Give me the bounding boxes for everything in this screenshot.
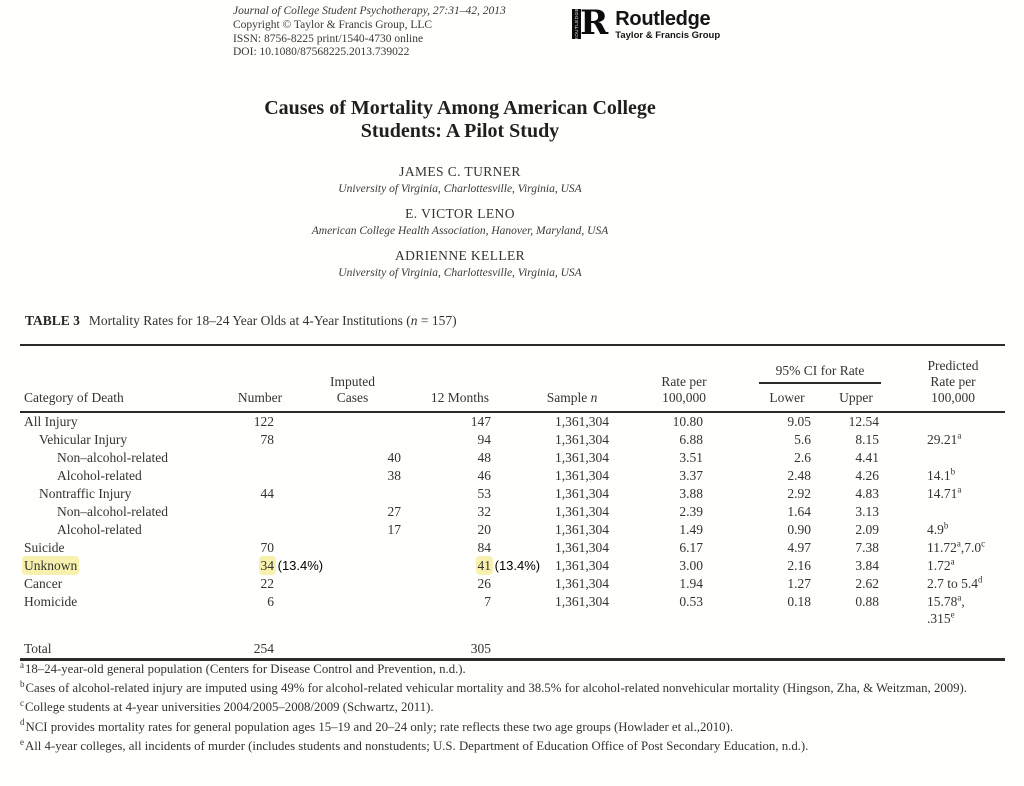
cell-imputed — [290, 593, 415, 627]
cell-number — [230, 557, 324, 575]
cell-months: 94 — [477, 432, 491, 447]
annotation-text: (13.4%) — [491, 558, 541, 573]
routledge-r-icon: R — [580, 3, 609, 43]
cell-months — [415, 557, 541, 575]
cell-rate: 6.88 — [679, 432, 703, 447]
cell-lower: 1.64 — [787, 504, 811, 519]
cell-lower: 0.18 — [787, 594, 811, 609]
highlighted-text: Unknown — [24, 558, 78, 573]
cell-imputed: 27 — [387, 504, 401, 519]
cell-lower: 2.6 — [794, 450, 811, 465]
cell-upper: 3.13 — [855, 504, 880, 519]
cell-months: 48 — [477, 450, 491, 465]
table-row — [20, 521, 1005, 539]
masthead — [233, 5, 506, 60]
cell-lower: 2.48 — [787, 468, 811, 483]
footnote: $^d$NCI provides mortality rates for general population ages 15–19 and 20–24 only; rate reflects these two age groups (Howlader et al.,2010). — [20, 717, 734, 734]
cell-category: Nontraffic Injury — [39, 486, 132, 501]
cell-imputed — [290, 640, 415, 660]
cell-lower: 1.27 — [787, 576, 811, 591]
cell-rate — [615, 640, 725, 660]
routledge-logo — [572, 3, 721, 43]
cell-category: All Injury — [24, 414, 78, 429]
article-title — [0, 97, 920, 143]
cell-imputed — [290, 575, 415, 593]
cell-number: 78 — [260, 432, 274, 447]
cell-predicted — [885, 412, 1005, 431]
cell-upper: 2.09 — [855, 522, 880, 537]
cell-sample: 1,361,304 — [555, 468, 609, 483]
cell-rate: 0.53 — [679, 594, 703, 609]
cell-sample: 1,361,304 — [555, 594, 609, 609]
cell-predicted: 2.7 to 5.4$^d$ — [927, 574, 983, 591]
cell-predicted: 29.21$^a$ — [927, 430, 962, 447]
cell-category: Vehicular Injury — [39, 432, 128, 447]
cell-imputed: 40 — [387, 450, 401, 465]
cell-category: Non–alcohol-related — [57, 504, 168, 519]
spacer-row — [20, 627, 1005, 640]
table-row — [20, 503, 1005, 521]
author-block — [0, 248, 920, 279]
cell-imputed — [290, 485, 415, 503]
col-header-imputed-cases: Imputed Cases — [290, 345, 415, 412]
cell-imputed: 17 — [387, 522, 401, 537]
cell-lower — [725, 640, 815, 660]
routledge-name: Routledge — [615, 8, 711, 30]
cell-upper — [815, 640, 885, 660]
cell-lower: 2.16 — [787, 558, 811, 573]
cell-upper: 7.38 — [855, 540, 880, 555]
footnote: $^c$College students at 4-year universities 2004/2005–2008/2009 (Schwartz, 2011). — [20, 698, 434, 715]
cell-number: 70 — [260, 540, 274, 555]
cell-rate: 1.49 — [679, 522, 703, 537]
table-row — [20, 539, 1005, 557]
mortality-table — [20, 344, 1005, 661]
footnote: $^e$All 4-year colleges, all incidents of murder (includes students and nonstudents; U.S. Department of Education Office of Post Secondary Education, n.d.). — [20, 736, 809, 753]
cell-months: 20 — [477, 522, 491, 537]
cell-sample: 1,361,304 — [555, 486, 609, 501]
cell-category: Total — [24, 641, 52, 656]
issn-line: ISSN: 8756-8225 print/1540-4730 online — [233, 32, 424, 45]
table-body — [20, 412, 1005, 660]
cell-sample — [505, 640, 615, 660]
table-row — [20, 431, 1005, 449]
cell-months: 147 — [470, 414, 491, 429]
col-header-number: Number — [230, 345, 290, 412]
cell-category: Homicide — [24, 594, 78, 609]
cell-rate: 3.37 — [679, 468, 703, 483]
cell-sample: 1,361,304 — [555, 504, 609, 519]
author-name: E. VICTOR LENO — [405, 206, 515, 221]
article-title-line2: Students: A Pilot Study — [360, 120, 560, 142]
cell-upper: 4.41 — [855, 450, 880, 465]
cell-rate: 3.00 — [679, 558, 703, 573]
routledge-logo-text — [615, 6, 720, 41]
routledge-logo-mark — [572, 3, 609, 43]
cell-upper: 2.62 — [855, 576, 880, 591]
table-caption-text: Mortality Rates for 18–24 Year Olds at 4-Year Institutions ( — [88, 313, 411, 328]
cell-predicted: 15.78$^a$, .315e — [927, 592, 965, 626]
cell-sample: 1,361,304 — [555, 540, 609, 555]
author-affiliation: University of Virginia, Charlottesville, Virginia, USA — [338, 183, 582, 195]
table-row — [20, 593, 1005, 627]
col-header-lower: Lower — [725, 384, 815, 412]
highlighted-text: 41 — [477, 558, 491, 573]
cell-number — [230, 503, 290, 521]
col-header-12-months: 12 Months — [415, 345, 505, 412]
table-row — [20, 640, 1005, 660]
cell-lower: 9.05 — [787, 414, 811, 429]
cell-rate: 3.88 — [679, 486, 703, 501]
author-block — [0, 206, 920, 237]
table-row — [20, 557, 1005, 575]
journal-line: Journal of College Student Psychotherapy, 27:31–42, 2013 — [233, 5, 506, 17]
cell-months: 32 — [477, 504, 491, 519]
footnotes — [20, 660, 1012, 756]
cell-predicted: 14.1$^b$ — [927, 466, 956, 483]
col-header-sample-n: Sample n — [505, 345, 615, 412]
annotation-text: (13.4%) — [274, 558, 324, 573]
cell-category: Alcohol-related — [57, 522, 142, 537]
author-affiliation: University of Virginia, Charlottesville, Virginia, USA — [338, 267, 582, 279]
cell-predicted — [885, 640, 1005, 660]
cell-months: 7 — [484, 594, 491, 609]
cell-category — [20, 557, 230, 575]
cell-imputed — [290, 539, 415, 557]
cell-predicted — [885, 503, 1005, 521]
table-caption — [25, 313, 457, 329]
table-row — [20, 575, 1005, 593]
table-row — [20, 467, 1005, 485]
cell-upper: 4.83 — [855, 486, 880, 501]
cell-sample: 1,361,304 — [555, 522, 609, 537]
cell-upper: 3.84 — [855, 558, 880, 573]
cell-sample: 1,361,304 — [555, 432, 609, 447]
cell-rate: 3.51 — [679, 450, 703, 465]
cell-sample: 1,361,304 — [555, 414, 609, 429]
cell-category: Suicide — [24, 540, 65, 555]
table-row — [20, 485, 1005, 503]
highlighted-text: 34 — [260, 558, 274, 573]
cell-category: Cancer — [24, 576, 63, 591]
cell-number — [230, 521, 290, 539]
cell-category: Non–alcohol-related — [57, 450, 168, 465]
cell-lower: 2.92 — [787, 486, 811, 501]
cell-lower: 5.6 — [794, 432, 811, 447]
mortality-table-wrap — [20, 344, 1005, 661]
cell-category: Alcohol-related — [57, 468, 142, 483]
cell-months: 46 — [477, 468, 491, 483]
cell-upper: 8.15 — [855, 432, 880, 447]
col-header-predicted: Predicted Rate per 100,000 — [885, 345, 1005, 412]
author-name: JAMES C. TURNER — [399, 164, 521, 179]
cell-number: 22 — [260, 576, 274, 591]
cell-number: 122 — [253, 414, 274, 429]
copyright-line: Copyright © Taylor & Francis Group, LLC — [233, 18, 433, 31]
table-row — [20, 449, 1005, 467]
table-row — [20, 412, 1005, 431]
cell-upper: 12.54 — [848, 414, 880, 429]
cell-number — [230, 467, 290, 485]
cell-months: 53 — [477, 486, 491, 501]
cell-sample: 1,361,304 — [555, 450, 609, 465]
routledge-vertical-text: ROUTLEDGE — [574, 7, 579, 41]
table-header-row-1 — [20, 345, 1005, 384]
taylor-francis-tagline: Taylor & Francis Group — [615, 30, 721, 41]
cell-predicted: 14.71$^a$ — [927, 484, 962, 501]
col-header-upper: Upper — [815, 384, 885, 412]
cell-predicted — [885, 449, 1005, 467]
cell-number: 6 — [267, 594, 274, 609]
cell-lower: 4.97 — [787, 540, 811, 555]
cell-number — [230, 449, 290, 467]
cell-lower: 0.90 — [787, 522, 811, 537]
col-header-ci-group: 95% CI for Rate — [725, 345, 885, 384]
cell-imputed — [290, 412, 415, 431]
cell-upper: 4.26 — [855, 468, 880, 483]
cell-sample: 1,361,304 — [555, 558, 609, 573]
cell-imputed — [290, 431, 415, 449]
cell-rate: 2.39 — [679, 504, 703, 519]
author-list — [0, 164, 920, 290]
cell-imputed: 38 — [387, 468, 401, 483]
doi-line: DOI: 10.1080/87568225.2013.739022 — [233, 46, 410, 59]
author-affiliation: American College Health Association, Hanover, Maryland, USA — [311, 225, 609, 237]
footnote: $^a$18–24-year-old general population (Centers for Disease Control and Prevention, n.d.). — [20, 659, 466, 676]
author-block — [0, 164, 920, 195]
cell-predicted: 11.72$^a$,7.0$^c$ — [927, 538, 986, 555]
table-caption-n: n — [410, 313, 418, 328]
cell-predicted: 4.9$^b$ — [927, 520, 949, 537]
cell-months: 26 — [477, 576, 491, 591]
cell-upper: 0.88 — [855, 594, 880, 609]
cell-number: 254 — [253, 641, 274, 656]
cell-months: 84 — [477, 540, 491, 555]
cell-rate: 1.94 — [679, 576, 703, 591]
cell-sample: 1,361,304 — [555, 576, 609, 591]
table-caption-label: TABLE 3 — [25, 313, 80, 328]
cell-rate: 6.17 — [679, 540, 703, 555]
cell-number: 44 — [260, 486, 274, 501]
author-name: ADRIENNE KELLER — [394, 248, 526, 263]
footnote: $^b$Cases of alcohol-related injury are imputed using 49% for alcohol-related vehicular mortality and 38.5% for alcohol-related nonvehicular mortality (Hingson, Zha, & Weitzman, 2009). — [20, 678, 967, 696]
col-header-category: Category of Death — [20, 345, 230, 412]
table-caption-end: = 157) — [417, 313, 457, 328]
cell-rate: 10.80 — [672, 414, 703, 429]
col-header-rate: Rate per 100,000 — [615, 345, 725, 412]
article-title-line1: Causes of Mortality Among American College — [264, 97, 656, 119]
cell-predicted: 1.72$^a$ — [927, 556, 955, 573]
cell-months: 305 — [470, 641, 491, 656]
